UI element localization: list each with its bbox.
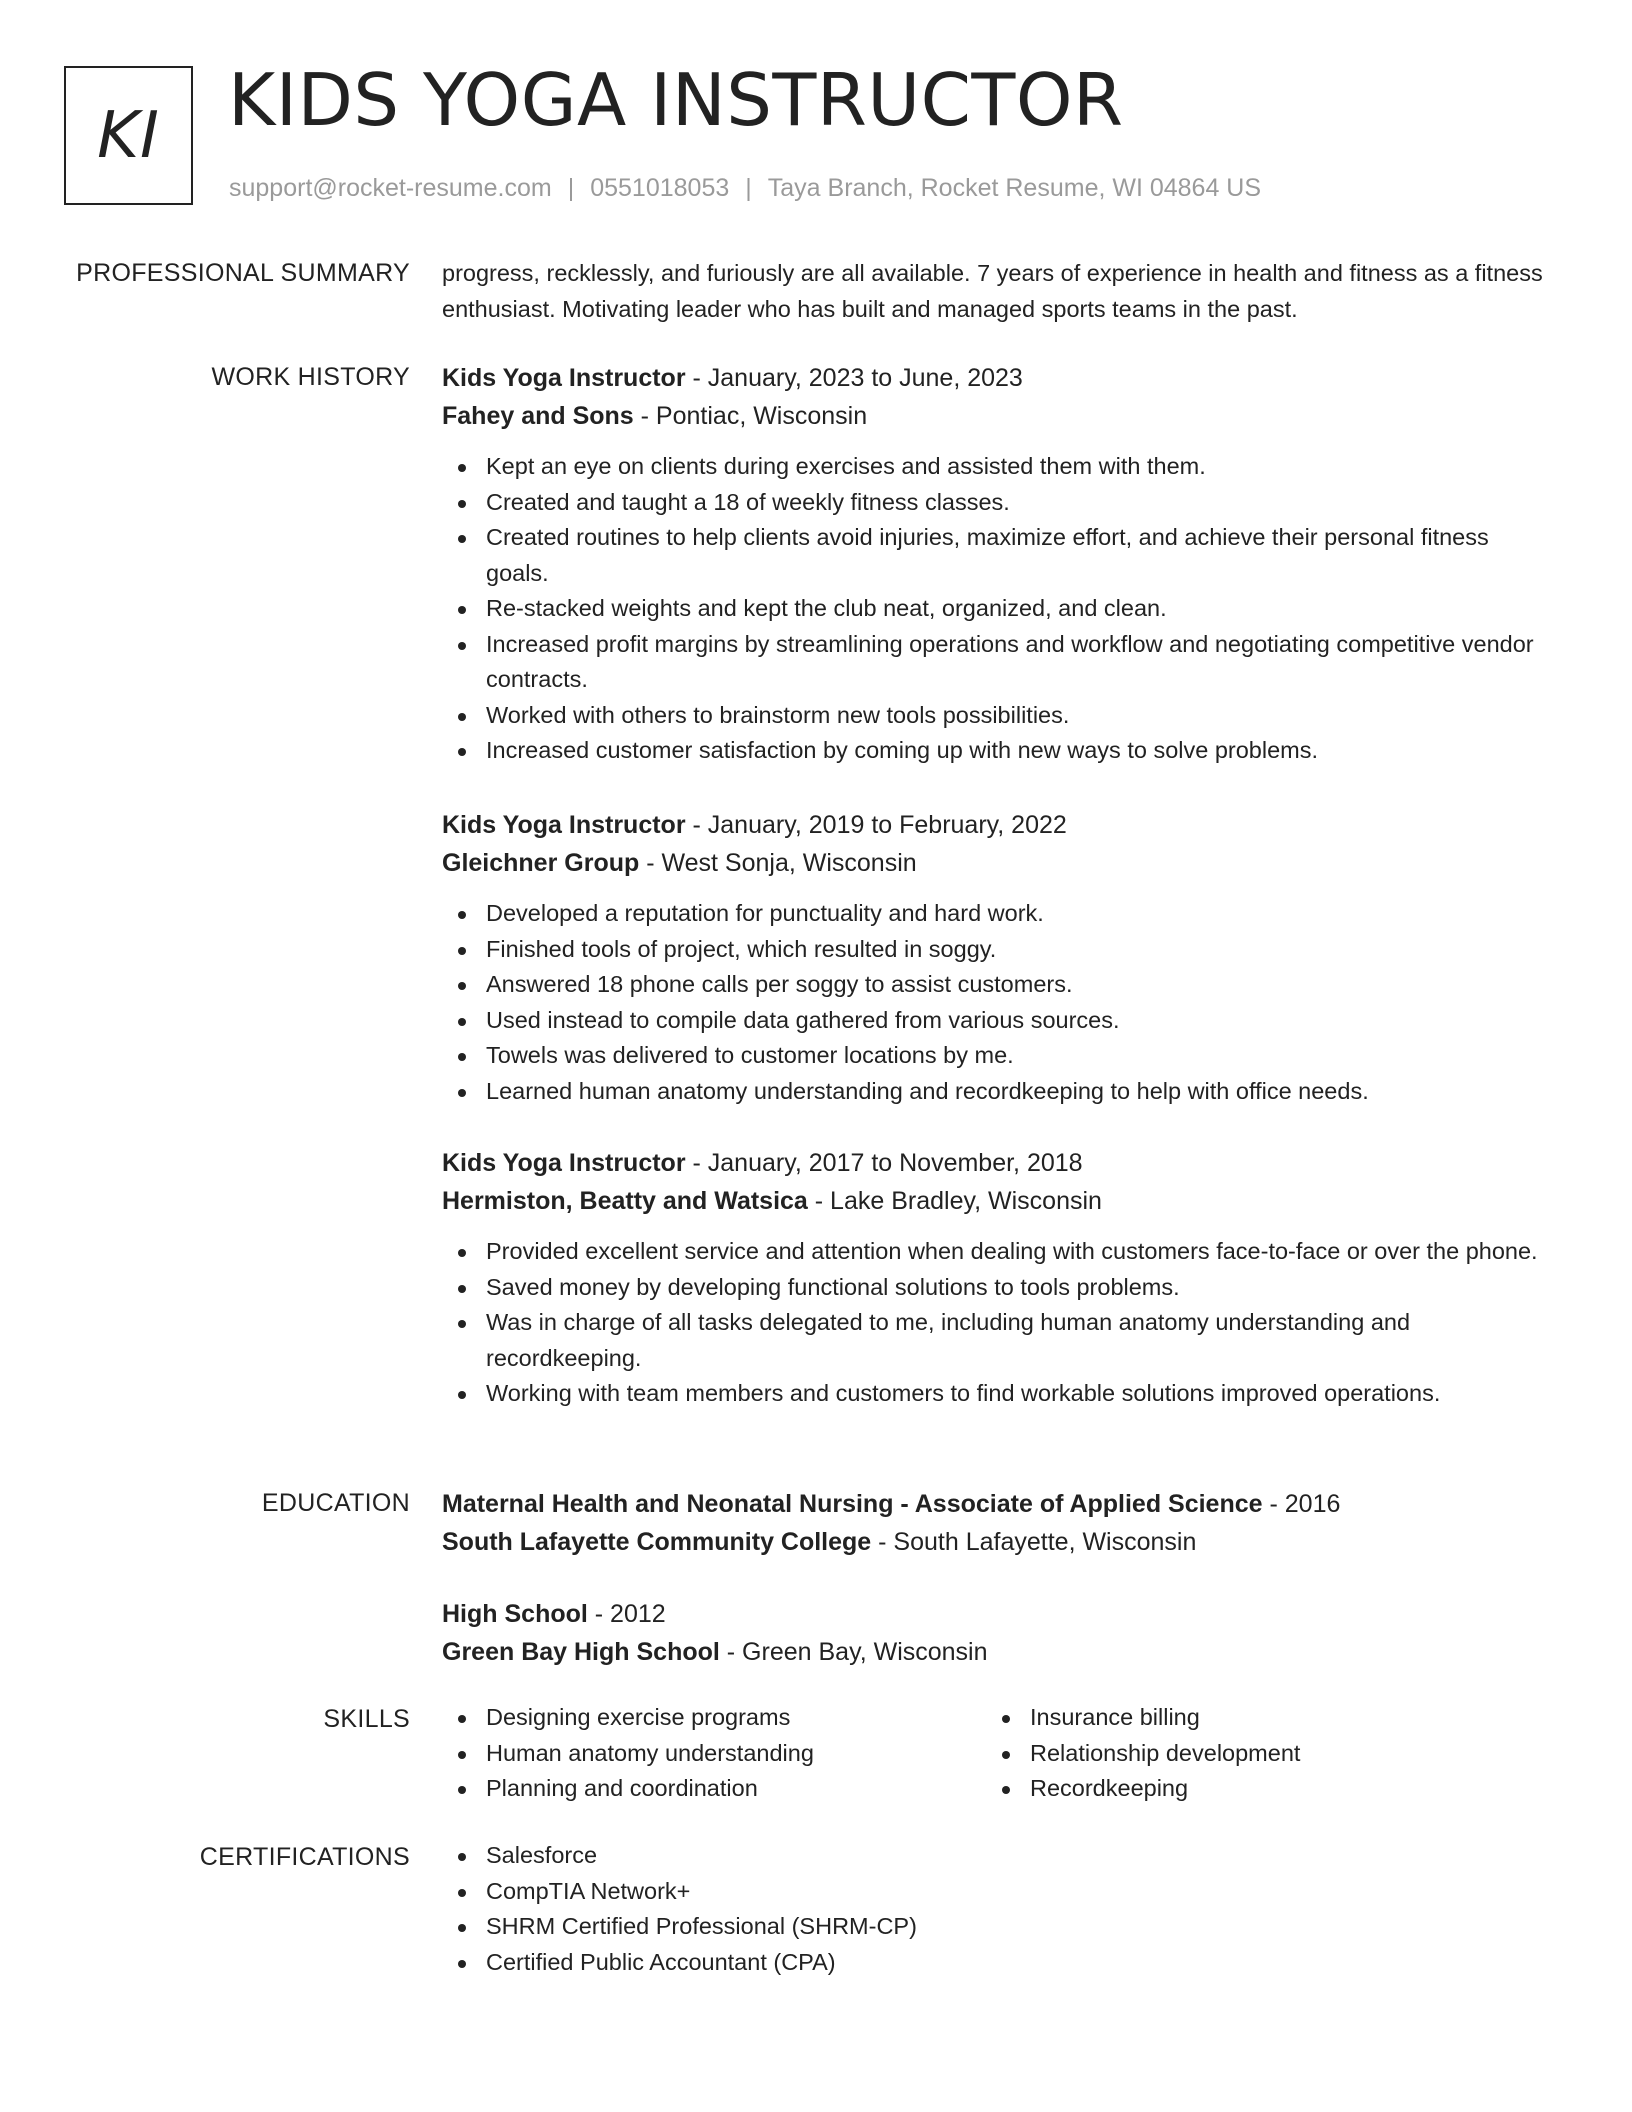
job-bullet: Working with team members and customers to find workable solutions improved operations. (442, 1376, 1552, 1412)
job-entry (442, 806, 1552, 1109)
skill-item: Human anatomy understanding (442, 1736, 986, 1772)
contact-phone: 0551018053 (590, 174, 730, 202)
job-entry (442, 359, 1552, 769)
job-dates: - January, 2023 to June, 2023 (685, 364, 1023, 392)
job-dates: - January, 2019 to February, 2022 (685, 811, 1067, 839)
job-dates: - January, 2017 to November, 2018 (685, 1149, 1083, 1177)
section-label-work-history: WORK HISTORY (211, 363, 410, 391)
job-bullet: Finished tools of project, which resulted in soggy. (442, 932, 1552, 968)
job-company-line (442, 1182, 1552, 1220)
education-school: Green Bay High School (442, 1638, 720, 1666)
certification-item: CompTIA Network+ (442, 1874, 1552, 1910)
job-bullet: Worked with others to brainstorm new tools possibilities. (442, 698, 1552, 734)
skill-item: Planning and coordination (442, 1771, 986, 1807)
job-entry (442, 1144, 1552, 1412)
section-label-summary: PROFESSIONAL SUMMARY (76, 259, 410, 287)
job-bullet: Created and taught a 18 of weekly fitness classes. (442, 485, 1552, 521)
job-title-line (442, 359, 1552, 397)
section-label-education: EDUCATION (261, 1489, 410, 1517)
skill-item: Relationship development (986, 1736, 1530, 1772)
section-label-certifications: CERTIFICATIONS (199, 1843, 410, 1871)
certification-item: Certified Public Accountant (CPA) (442, 1945, 1552, 1981)
job-bullet: Used instead to compile data gathered from various sources. (442, 1003, 1552, 1039)
skill-item: Recordkeeping (986, 1771, 1530, 1807)
job-bullets (442, 449, 1552, 769)
job-bullet: Created routines to help clients avoid injuries, maximize effort, and achieve their personal fitness goals. (442, 520, 1552, 591)
certifications-block (442, 1838, 1552, 1980)
monogram-box (64, 66, 193, 205)
education-location: - South Lafayette, Wisconsin (871, 1528, 1197, 1556)
job-bullet: Answered 18 phone calls per soggy to assist customers. (442, 967, 1552, 1003)
job-bullet: Learned human anatomy understanding and recordkeeping to help with office needs. (442, 1074, 1552, 1110)
education-school-line (442, 1523, 1552, 1561)
job-bullet: Saved money by developing functional solutions to tools problems. (442, 1270, 1552, 1306)
education-year: - 2016 (1262, 1490, 1341, 1518)
job-company: Fahey and Sons (442, 402, 634, 430)
skill-item: Insurance billing (986, 1700, 1530, 1736)
education-entry (442, 1595, 1552, 1671)
education-degree-line (442, 1595, 1552, 1633)
job-location: - Pontiac, Wisconsin (633, 402, 868, 430)
skills-grid (442, 1700, 1552, 1807)
job-bullets (442, 896, 1552, 1109)
education-degree-line (442, 1485, 1552, 1523)
contact-email: support@rocket-resume.com (229, 174, 552, 202)
job-location: - West Sonja, Wisconsin (639, 849, 917, 877)
summary-text: progress, recklessly, and furiously are all available. 7 years of experience in health and fitness as a fitness enthusiast. Motivating leader who has built and managed sports teams in the past. (442, 260, 1543, 322)
contact-line (229, 172, 1261, 204)
job-company-line (442, 844, 1552, 882)
education-location: - Green Bay, Wisconsin (719, 1638, 988, 1666)
skills-list-right (986, 1700, 1530, 1807)
job-company: Gleichner Group (442, 849, 640, 877)
education-entry (442, 1485, 1552, 1561)
certification-item: SHRM Certified Professional (SHRM-CP) (442, 1909, 1552, 1945)
education-year: - 2012 (587, 1600, 666, 1628)
education-degree: High School (442, 1600, 588, 1628)
job-bullet: Increased profit margins by streamlining operations and workflow and negotiating competitive vendor contracts. (442, 627, 1552, 698)
job-bullet: Re-stacked weights and kept the club neat, organized, and clean. (442, 591, 1552, 627)
job-bullet: Was in charge of all tasks delegated to me, including human anatomy understanding and recordkeeping. (442, 1305, 1552, 1376)
job-title: Kids Yoga Instructor (442, 811, 686, 839)
education-school: South Lafayette Community College (442, 1528, 872, 1556)
resume-title: KIDS YOGA INSTRUCTOR (228, 58, 1124, 142)
job-bullets (442, 1234, 1552, 1412)
certifications-list (442, 1838, 1552, 1980)
contact-separator: | (567, 174, 575, 202)
skill-item: Designing exercise programs (442, 1700, 986, 1736)
job-bullet: Provided excellent service and attention when dealing with customers face-to-face or over the phone. (442, 1234, 1552, 1270)
skills-list-left (442, 1700, 986, 1807)
monogram-initials: KI (97, 98, 160, 173)
section-label-skills: SKILLS (323, 1705, 410, 1733)
contact-address: Taya Branch, Rocket Resume, WI 04864 US (767, 174, 1262, 202)
job-bullet: Towels was delivered to customer locations by me. (442, 1038, 1552, 1074)
job-bullet: Increased customer satisfaction by coming up with new ways to solve problems. (442, 733, 1552, 769)
job-company: Hermiston, Beatty and Watsica (442, 1187, 808, 1215)
job-company-line (442, 397, 1552, 435)
job-title: Kids Yoga Instructor (442, 364, 686, 392)
job-title-line (442, 806, 1552, 844)
job-title-line (442, 1144, 1552, 1182)
job-location: - Lake Bradley, Wisconsin (807, 1187, 1102, 1215)
certification-item: Salesforce (442, 1838, 1552, 1874)
job-title: Kids Yoga Instructor (442, 1149, 686, 1177)
education-degree: Maternal Health and Neonatal Nursing - Associate of Applied Science (442, 1490, 1263, 1518)
education-school-line (442, 1633, 1552, 1671)
job-bullet: Kept an eye on clients during exercises and assisted them with them. (442, 449, 1552, 485)
job-bullet: Developed a reputation for punctuality and hard work. (442, 896, 1552, 932)
contact-separator: | (745, 174, 752, 202)
